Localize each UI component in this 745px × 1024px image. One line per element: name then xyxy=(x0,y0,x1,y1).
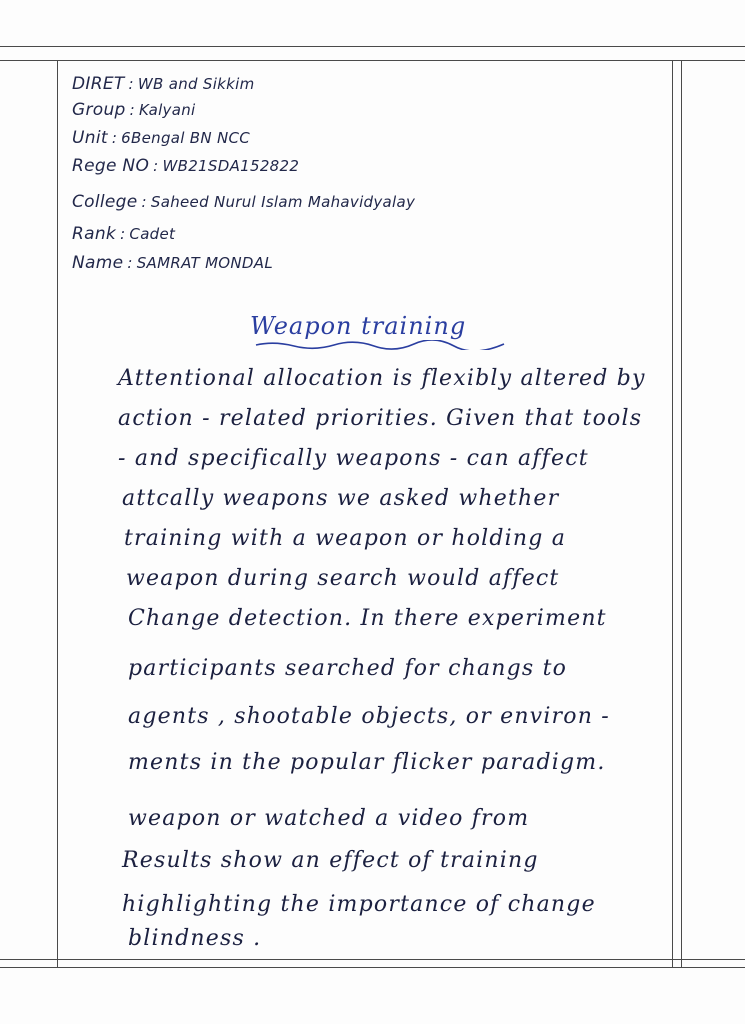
body-line: training with a weapon or holding a xyxy=(124,526,567,551)
body-line: Attentional allocation is flexibly altered by xyxy=(118,366,646,391)
top-rule-2 xyxy=(0,60,745,61)
right-margin-line xyxy=(672,60,673,967)
group-value: Kalyani xyxy=(139,101,196,119)
college-value: Saheed Nurul Islam Mahavidyalay xyxy=(150,193,416,211)
rank-value: Cadet xyxy=(129,225,176,243)
bottom-rule xyxy=(0,959,745,960)
page-title: Weapon training xyxy=(250,312,467,340)
reg-no-field: Rege NO : WB21SDA152822 xyxy=(72,156,300,176)
body-line: weapon or watched a video from xyxy=(128,806,530,831)
unit-label: Unit xyxy=(72,128,108,148)
body-line: agents , shootable objects, or environ - xyxy=(128,704,610,729)
body-line: ments in the popular flicker paradigm. xyxy=(128,750,606,775)
group-field: Group : Kalyani xyxy=(72,100,196,120)
name-label: Name xyxy=(72,253,124,273)
group-label: Group xyxy=(72,100,126,120)
direct-label: DIRET xyxy=(72,74,125,94)
body-line: weapon during search would affect xyxy=(126,566,560,591)
college-label: College xyxy=(72,192,138,212)
top-rule xyxy=(0,46,745,47)
title-underline xyxy=(254,340,506,350)
reg-no-label: Rege NO xyxy=(72,156,150,176)
body-line: Change detection. In there experiment xyxy=(128,606,607,631)
body-line: participants searched for changs to xyxy=(128,656,568,681)
body-line: attcally weapons we asked whether xyxy=(122,486,560,511)
unit-value: 6Bengal BN NCC xyxy=(121,129,251,147)
rank-label: Rank xyxy=(72,224,117,244)
bottom-rule-2 xyxy=(0,967,745,968)
body-line: Results show an effect of training xyxy=(122,848,539,873)
rank-field: Rank : Cadet xyxy=(72,224,176,244)
right-margin-line-2 xyxy=(681,60,682,967)
body-line: highlighting the importance of change xyxy=(122,892,596,917)
name-value: SAMRAT MONDAL xyxy=(136,254,274,272)
college-field: College : Saheed Nurul Islam Mahavidyalay xyxy=(72,192,416,212)
unit-field: Unit : 6Bengal BN NCC xyxy=(72,128,251,148)
name-field: Name : SAMRAT MONDAL xyxy=(72,253,274,273)
body-line: - and specifically weapons - can affect xyxy=(118,446,589,471)
direct-field: DIRET : WB and Sikkim xyxy=(72,74,255,94)
body-line: action - related priorities. Given that tools xyxy=(118,406,643,431)
direct-value: WB and Sikkim xyxy=(137,75,255,93)
left-margin-line xyxy=(57,60,58,967)
body-line: blindness . xyxy=(128,926,262,951)
reg-no-value: WB21SDA152822 xyxy=(162,157,300,175)
